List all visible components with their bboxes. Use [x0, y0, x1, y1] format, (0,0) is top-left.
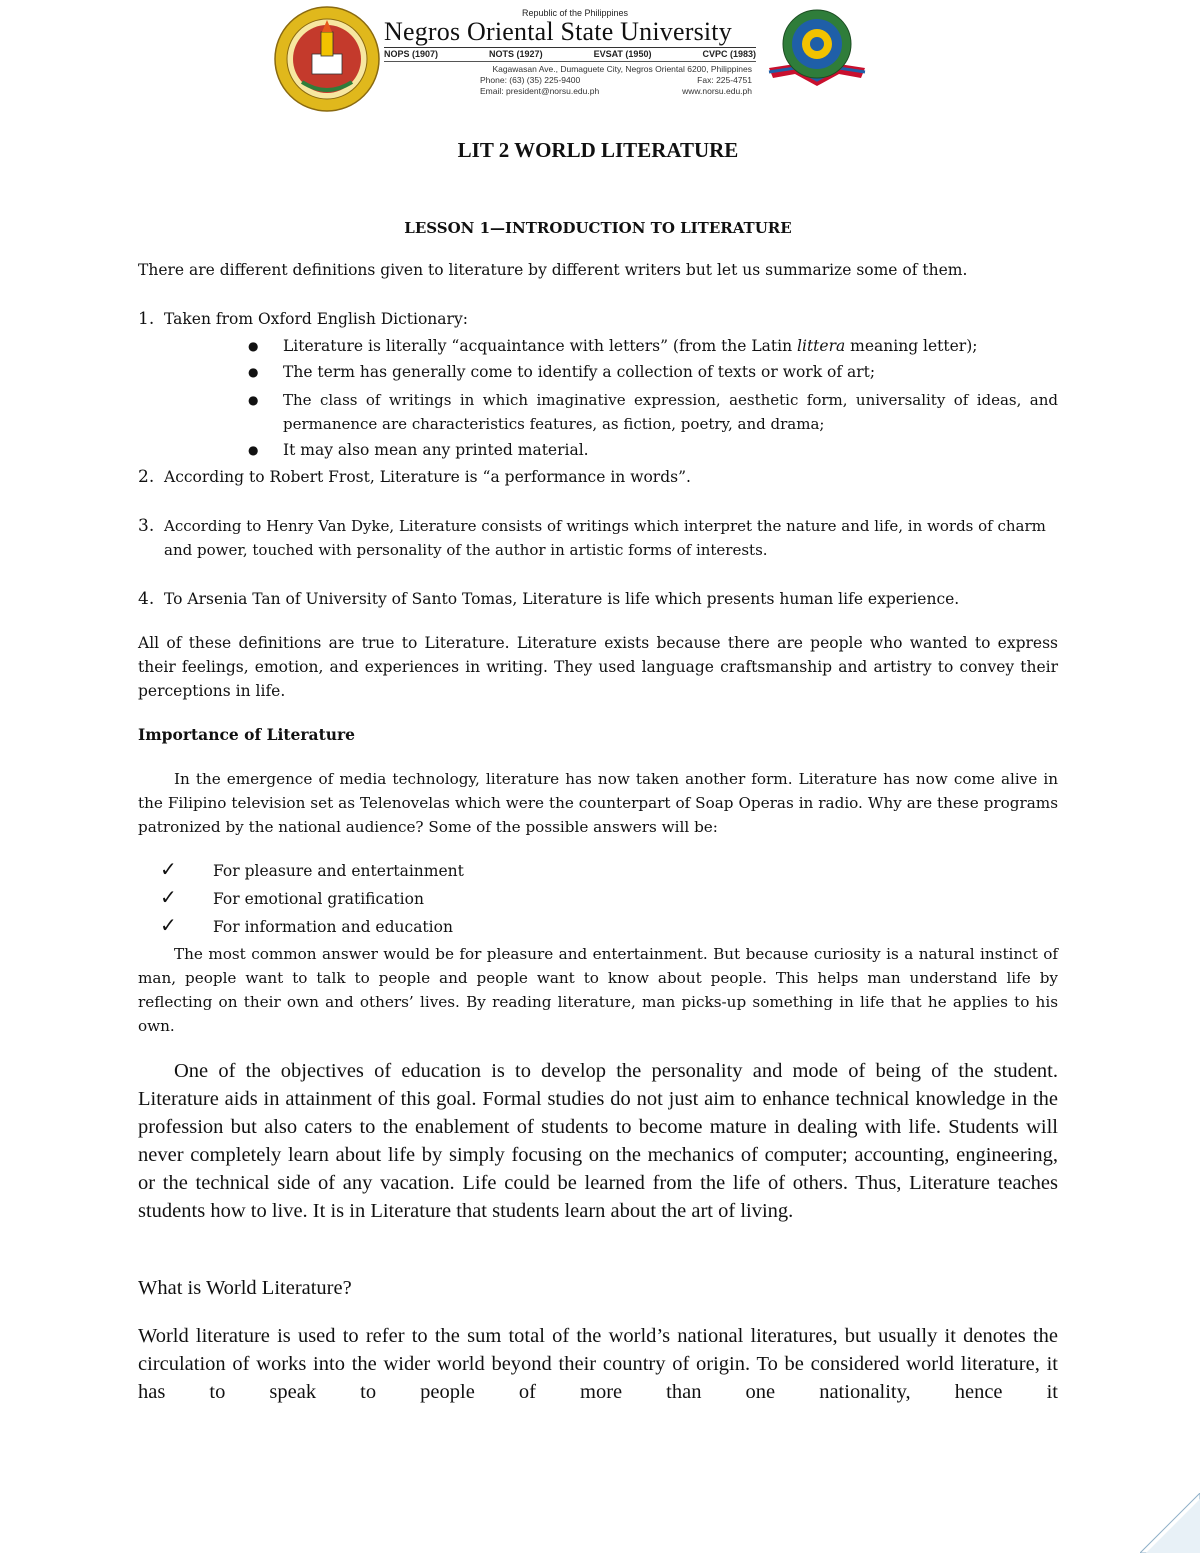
world-literature-heading: What is World Literature? — [138, 1277, 352, 1299]
definition-number: 3. — [138, 516, 155, 536]
fax-text: Fax: 225-4751 — [697, 75, 752, 85]
page-corner-fold-icon — [1140, 1493, 1200, 1553]
school-code: NOPS (1907) — [384, 49, 439, 59]
definition-text: According to Robert Frost, Literature is “a performance in words”. — [164, 468, 691, 486]
school-codes — [384, 49, 756, 59]
lesson-title: LESSON 1—INTRODUCTION TO LITERATURE — [404, 219, 792, 237]
bullet-icon: ● — [248, 365, 259, 379]
bullet-icon: ● — [248, 393, 259, 407]
republic-line: Republic of the Philippines — [521, 8, 629, 18]
letterhead-text — [384, 8, 756, 97]
contact-row-email — [384, 86, 756, 97]
objectives-paragraph: One of the objectives of education is to develop the personality and mode of being of the student. Literature aids in attainment of this goal. Formal studies do not just aim to enhance technical knowledge in the profession but also caters to the enablement of students to become mature in dealing with life. Students will never completely learn about life by simply focusing on the mechanics of computer; accounting, engineering, or the technical side of any vacation. Life could be learned from the life of others. Thus, Literature teaches students how to live. It is in Literature that students learn about the art of living. — [138, 1060, 1058, 1222]
college-seal-logo — [765, 6, 869, 94]
bullet-text: It may also mean any printed material. — [283, 441, 589, 459]
checkmark-icon: ✓ — [160, 885, 177, 909]
document-title: LIT 2 WORLD LITERATURE — [457, 138, 739, 162]
email-text: Email: president@norsu.edu.ph — [480, 86, 600, 96]
reason-text: For pleasure and entertainment — [213, 862, 464, 880]
school-code: CVPC (1983) — [702, 49, 756, 59]
bullet-text: Literature is literally “acquaintance with letters” (from the Latin littera meaning letter); — [283, 337, 978, 355]
address-line: Kagawasan Ave., Dumaguete City, Negros Oriental 6200, Philippines — [492, 64, 752, 74]
website-text: www.norsu.edu.ph — [682, 86, 752, 96]
intro-paragraph: There are different definitions given to literature by different writers but let us summarize some of them. — [138, 261, 968, 279]
world-literature-paragraph: World literature is used to refer to the sum total of the world’s national literatures, but usually it denotes the circulation of works into the wider world beyond their country of origin. To be considered world literature, it has to speak to people of more than one nationality, hence it — [138, 1325, 1058, 1403]
after-reasons-paragraph: The most common answer would be for pleasure and entertainment. But because curiosity is a natural instinct of man, people want to talk to people and people want to know about people. This helps man understand life by reflecting on their own and others’ lives. By reading literature, man picks-up something in life that he applies to his own. — [138, 945, 1058, 1035]
phone-text: Phone: (63) (35) 225-9400 — [480, 75, 581, 85]
definition-text: To Arsenia Tan of University of Santo Tomas, Literature is life which presents human life experience. — [164, 590, 960, 608]
bullet-text: The class of writings in which imaginative expression, aesthetic form, universality of ideas, and permanence are characteristics features, as fiction, poetry, and drama; — [283, 391, 1058, 433]
bullet-icon: ● — [248, 339, 259, 353]
university-name: Negros Oriental State University — [384, 17, 732, 46]
definition-item — [138, 514, 1058, 562]
summary-paragraph: All of these definitions are true to Literature. Literature exists because there are people who wanted to express their feelings, emotion, and experiences in writing. They used language craftsmanship and artistry to convey their perceptions in life. — [138, 634, 1058, 700]
checkmark-icon: ✓ — [160, 857, 177, 881]
checkmark-icon: ✓ — [160, 913, 177, 937]
definition-text: According to Henry Van Dyke, Literature consists of writings which interpret the nature and life, in words of charm and power, touched with personality of the author in artistic forms of interests. — [164, 517, 1046, 559]
bullet-text: The term has generally come to identify a collection of texts or work of art; — [283, 363, 876, 381]
definition-number: 4. — [138, 589, 155, 609]
definition-text: Taken from Oxford English Dictionary: — [164, 310, 468, 328]
definition-item — [138, 587, 1058, 611]
contact-row-phone — [384, 75, 756, 86]
bullet-icon: ● — [248, 443, 259, 457]
definition-item — [138, 465, 1058, 489]
reason-text: For emotional gratification — [213, 890, 424, 908]
definition-number: 1. — [138, 309, 155, 329]
university-seal-logo — [274, 6, 380, 112]
definition-number: 2. — [138, 467, 155, 487]
letterhead — [270, 2, 870, 114]
definition-item — [138, 307, 1058, 331]
importance-heading: Importance of Literature — [138, 725, 356, 744]
letterhead-rule — [384, 47, 756, 48]
letterhead-rule-thin — [384, 61, 756, 62]
importance-paragraph: In the emergence of media technology, literature has now taken another form. Literature has now come alive in the Filipino television set as Telenovelas which were the counterpart of Soap Operas in radio. Why are these programs patronized by the national audience? Some of the possible answers will be: — [138, 770, 1058, 836]
school-code: EVSAT (1950) — [593, 49, 652, 59]
reason-text: For information and education — [213, 918, 453, 936]
school-code: NOTS (1927) — [489, 49, 543, 59]
